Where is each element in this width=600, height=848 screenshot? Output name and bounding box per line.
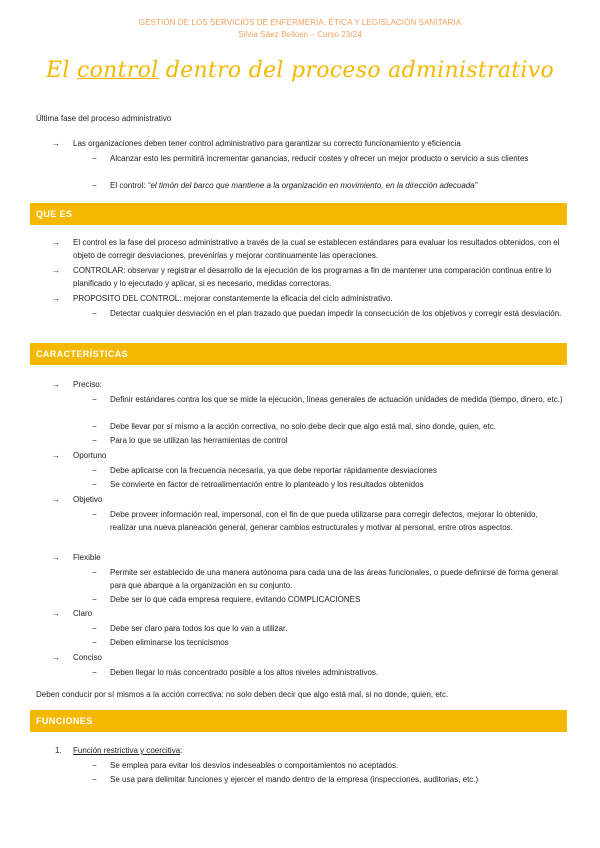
dash-icon: − — [92, 154, 97, 163]
que-es-p1: El control es la fase del proceso administrativo a través de la cual se establecen estándares para evaluar los resultados obtenidos, con el objeto de corregir desviaciones, prevenirlas y mejorar continuamente las operaciones. — [73, 238, 560, 260]
dash-icon: − — [92, 395, 97, 404]
intro-sub-1: Alcanzar esto les permitirá incrementar ganancias, reducir costes y ofrecer un mejor producto o servicio a sus clientes — [110, 154, 529, 163]
course-header: GESTIÓN DE LOS SERVICIOS DE ENFERMERÍA, ÉTICA Y LEGISLACIÓN SANITARIA — [138, 18, 462, 27]
arrow-icon: → — [52, 653, 60, 662]
author-line: Silvia Sáez Belloso – Curso 23/24 — [238, 30, 362, 39]
dash-icon: − — [92, 775, 97, 784]
section-bar-que-es — [30, 203, 567, 225]
arrow-icon: → — [52, 495, 60, 504]
car-closing: Deben conducir por sí mismos a la acción correctiva: no solo deben decir que algo está mal, si no donde, quien, etc. — [36, 690, 449, 699]
fun-number-1: 1. — [55, 746, 62, 755]
car-objetivo: Objetivo — [73, 495, 103, 504]
que-es-p2: CONTROLAR: observar y registrar el desarrollo de la ejecución de los programas a fin de mantener una comparación continua entre lo planificado y lo ejecutado y aplicar, si es necesario, medidas correctoras. — [73, 266, 552, 288]
car-preciso-sub-2: Debe llevar por sí mismo a la acción correctiva, no solo debe decir que algo está mal, sino donde, quien, etc. — [110, 422, 496, 431]
car-preciso: Preciso: — [73, 380, 102, 389]
car-flexible-sub-2: Debe ser lo que cada empresa requiere, evitando COMPLICACIONES — [110, 595, 361, 604]
section-title-funciones: FUNCIONES — [36, 716, 93, 726]
intro-sub-2 — [110, 179, 477, 192]
car-conciso: Conciso — [73, 653, 102, 662]
arrow-icon: → — [52, 451, 60, 460]
title-pre: El — [45, 58, 77, 83]
car-preciso-sub-3: Para lo que se utilizan las herramientas de control — [110, 436, 288, 445]
fun-item-1-colon: : — [180, 746, 183, 755]
car-oportuno-sub-1: Debe aplicarse con la frecuencia necesaria, ya que debe reportar rápidamente desviaciones — [110, 466, 437, 475]
car-conciso-sub-1: Deben llegar lo más concentrado posible a los altos niveles administrativos. — [110, 668, 379, 677]
dash-icon: − — [92, 595, 97, 604]
arrow-icon: → — [52, 238, 60, 247]
car-oportuno: Oportuno — [73, 451, 107, 460]
section-bar-caracteristicas — [30, 343, 567, 365]
que-es-p3: PROPOSITO DEL CONTROL: mejorar constantemente la eficacia del ciclo administrativo. — [73, 294, 393, 303]
fun-item-1-title: Función restrictiva y coercitiva — [73, 746, 181, 755]
car-oportuno-sub-2: Se convierte en factor de retroalimentación entre lo planteado y los resultados obtenidos — [110, 480, 424, 489]
dash-icon: − — [92, 466, 97, 475]
dash-icon: − — [92, 624, 97, 633]
intro-bullet-1: Las organizaciones deben tener control administrativo para garantizar su correcto funcionamiento y eficiencia — [73, 139, 461, 148]
section-bar-funciones — [30, 710, 567, 732]
dash-icon: − — [92, 761, 97, 770]
dash-icon: − — [92, 568, 97, 577]
dash-icon: − — [92, 480, 97, 489]
intro-sub-2-lead: El control: — [110, 181, 148, 190]
title-post: dentro del proceso administrativo — [158, 58, 554, 83]
intro-sub-2-quote: “el timón del barco que mantiene a la organización en movimiento, en la dirección adecuada” — [147, 181, 478, 190]
car-flexible-sub-1: Permite ser establecido de una manera autónoma para cada una de las áreas funcionales, o puede definirse de forma general para que abarque a la organización en su conjunto. — [110, 568, 558, 590]
arrow-icon: → — [52, 609, 60, 618]
car-claro-sub-2: Deben eliminarse los tecnicismos — [110, 638, 229, 647]
que-es-p3-sub: Detectar cualquier desviación en el plan trazado que puedan impedir la consecución de los objetivos y corregir está desviación. — [110, 309, 562, 318]
dash-icon: − — [92, 638, 97, 647]
intro-heading: Última fase del proceso administrativo — [36, 114, 172, 123]
dash-icon: − — [92, 510, 97, 519]
dash-icon: − — [92, 309, 97, 318]
page-title — [0, 58, 600, 83]
fun-item-1-sub-2: Se usa para delimitar funciones y ejercer el mando dentro de la empresa (inspecciones, auditorias, etc.) — [110, 775, 479, 784]
car-preciso-sub-1: Definir estándares contra los que se mide la ejecución, líneas generales de actuación unidades de medida (tiempo, dinero, etc.) — [110, 395, 563, 404]
fun-item-1 — [73, 744, 182, 757]
dash-icon: − — [92, 436, 97, 445]
car-claro-sub-1: Debe ser claro para todos los que lo van a utilizar. — [110, 624, 288, 633]
fun-item-1-sub-1: Se emplea para evitar los desvíos indeseables o comportamientos no aceptados. — [110, 761, 399, 770]
arrow-icon: → — [52, 294, 60, 303]
car-claro: Claro — [73, 609, 93, 618]
arrow-icon: → — [52, 380, 60, 389]
arrow-icon: → — [52, 266, 60, 275]
title-underlined: control — [76, 58, 159, 83]
dash-icon: − — [92, 181, 97, 190]
dash-icon: − — [92, 668, 97, 677]
arrow-icon: → — [52, 139, 60, 148]
arrow-icon: → — [52, 553, 60, 562]
car-flexible: Flexible — [73, 553, 101, 562]
section-title-caracteristicas: CARACTERÍSTICAS — [36, 349, 129, 359]
section-title-que-es: QUE ES — [36, 209, 73, 219]
dash-icon: − — [92, 422, 97, 431]
car-objetivo-sub-1: Debe proveer información real, impersonal, con el fin de que pueda utilizarse para corregir defectos, mejorar lo obtenido, realizar una nueva planeación general, generar cambios estructurales y motivar al personal, entre otros aspectos. — [110, 510, 538, 532]
